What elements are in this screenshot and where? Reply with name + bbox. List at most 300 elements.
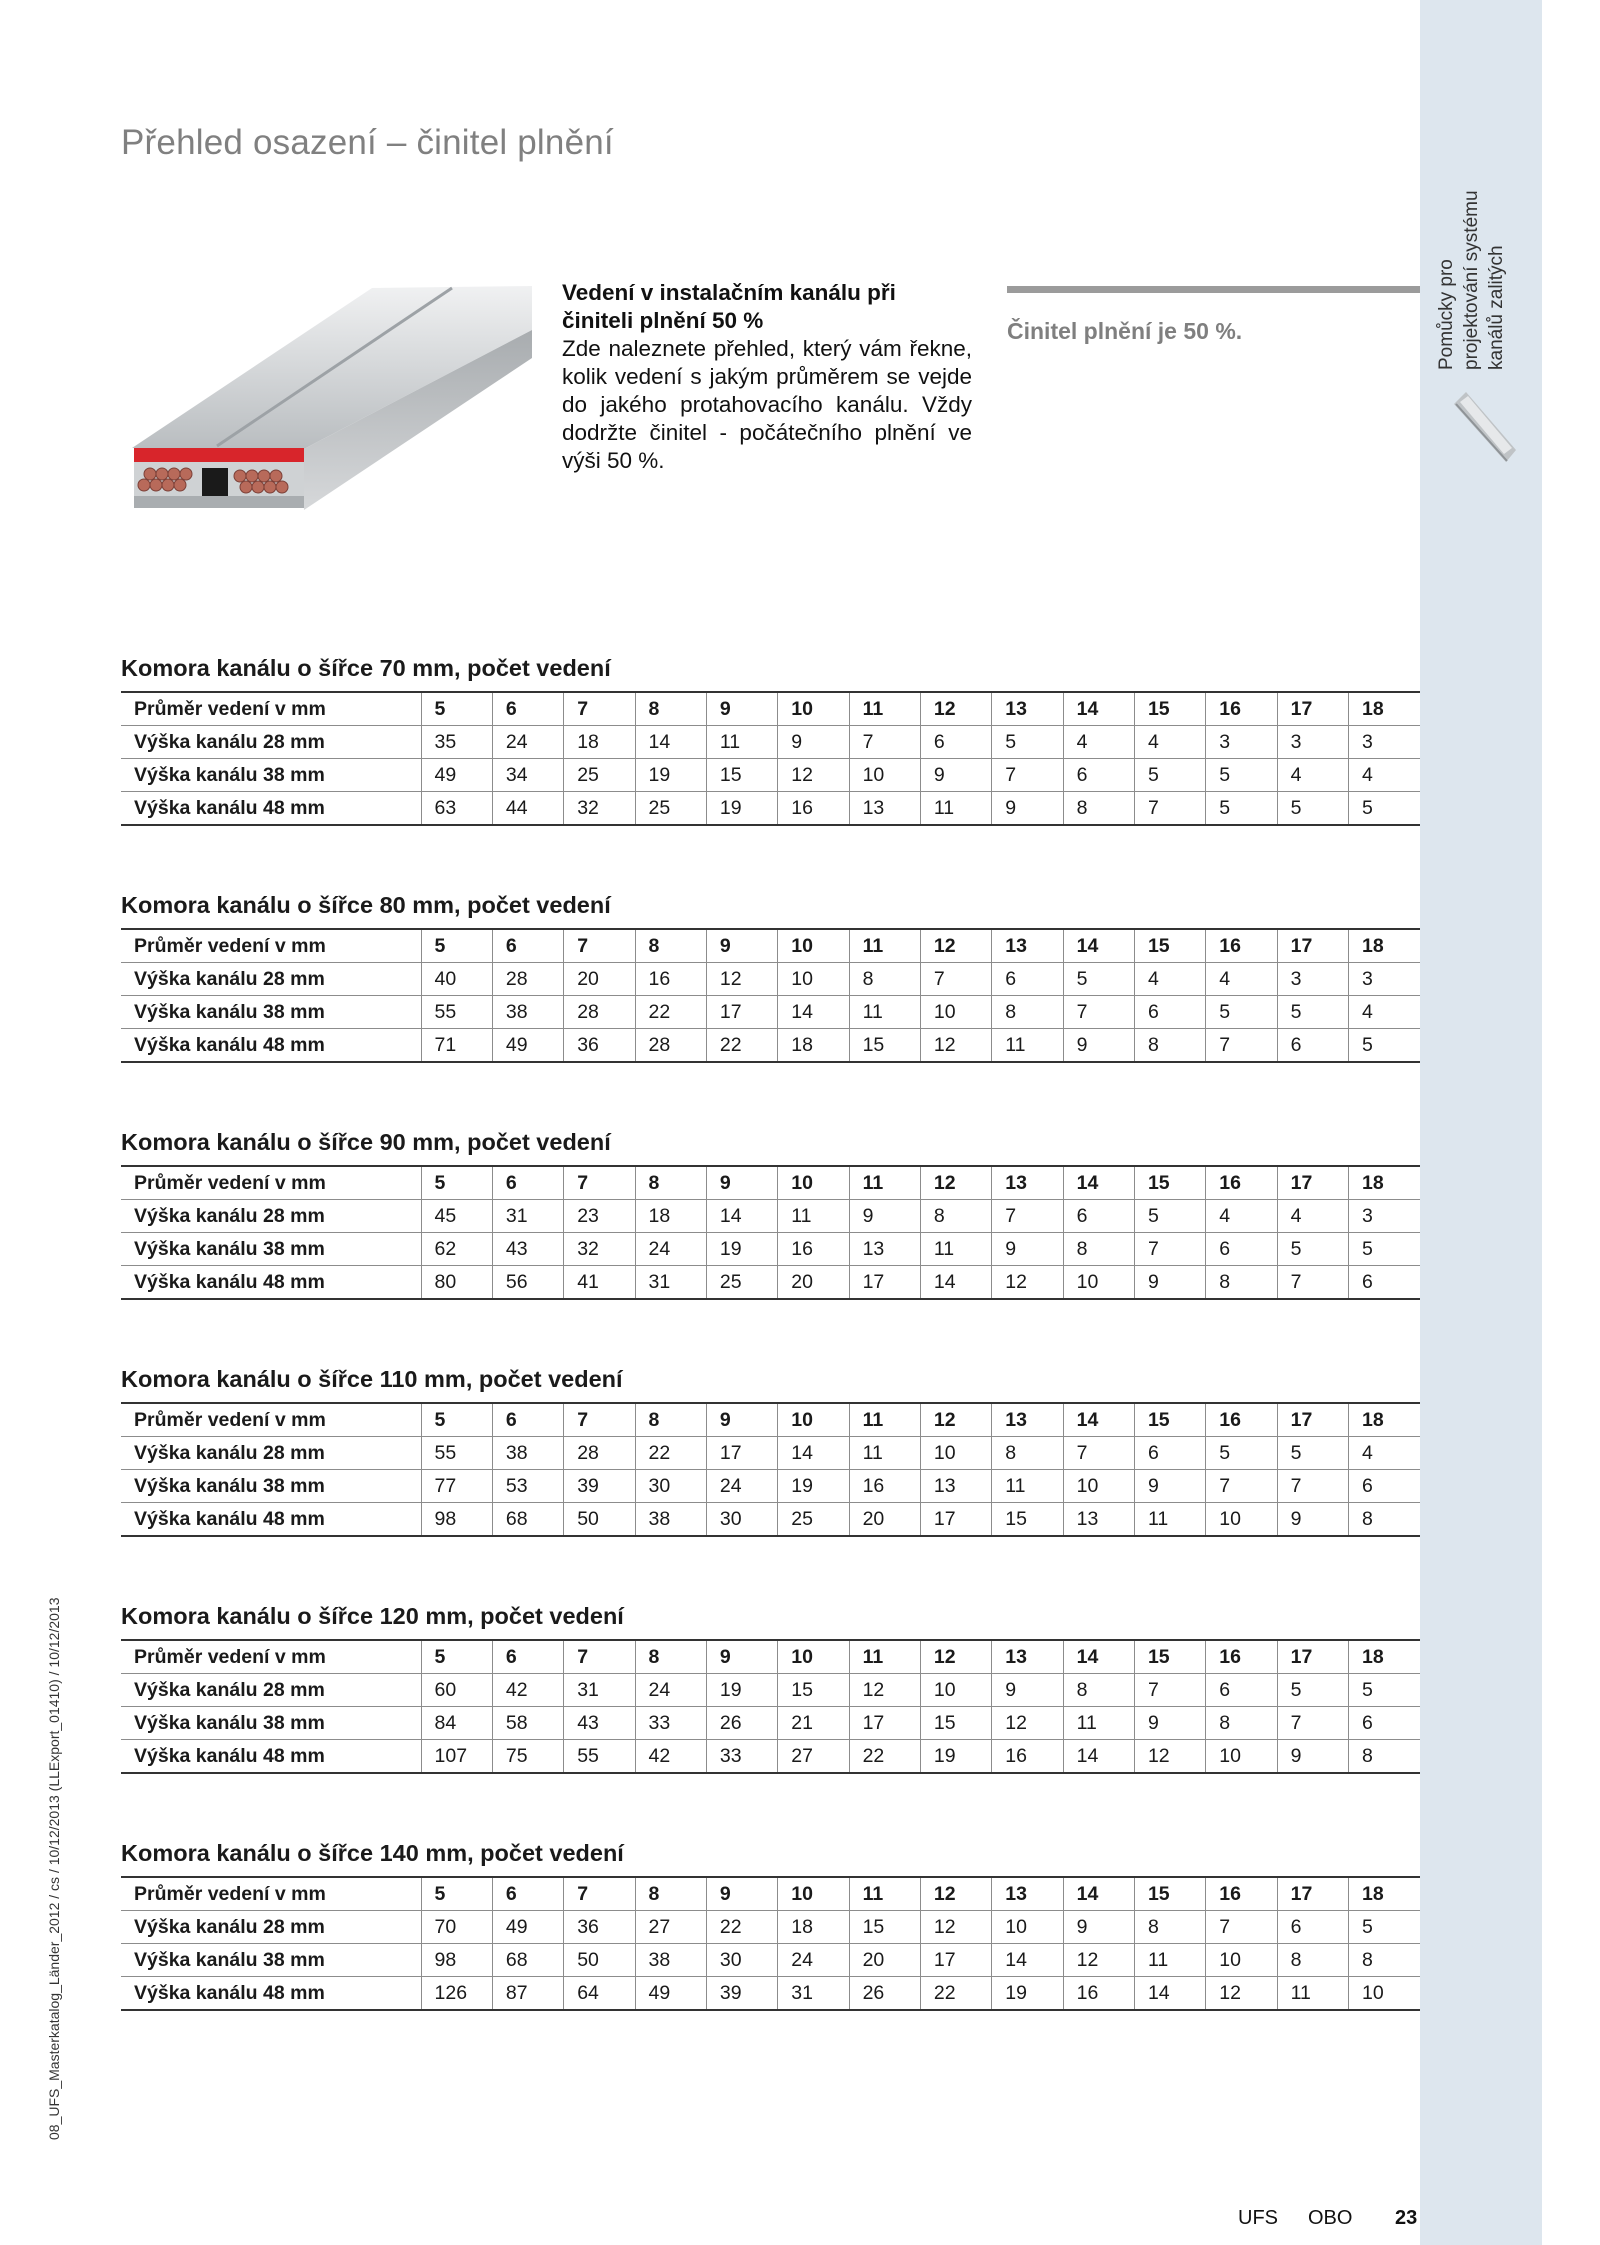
count-cell: 71 bbox=[421, 1029, 492, 1063]
count-cell: 22 bbox=[849, 1740, 920, 1774]
count-cell: 9 bbox=[992, 1674, 1063, 1707]
count-cell: 25 bbox=[564, 759, 635, 792]
diameter-header-cell: 6 bbox=[492, 1877, 563, 1911]
count-cell: 32 bbox=[564, 1233, 635, 1266]
diameter-header-cell: 6 bbox=[492, 692, 563, 726]
header-label-cell: Průměr vedení v mm bbox=[121, 929, 421, 963]
count-cell: 98 bbox=[421, 1503, 492, 1537]
sidebar-line: projektování systému bbox=[1461, 190, 1482, 370]
count-cell: 12 bbox=[920, 1029, 991, 1063]
count-cell: 5 bbox=[992, 726, 1063, 759]
count-cell: 8 bbox=[1063, 1674, 1134, 1707]
count-cell: 8 bbox=[920, 1200, 991, 1233]
row-label-cell: Výška kanálu 38 mm bbox=[121, 1470, 421, 1503]
diameter-header-cell: 15 bbox=[1134, 1877, 1205, 1911]
count-cell: 5 bbox=[1348, 792, 1420, 826]
diameter-header-cell: 14 bbox=[1063, 929, 1134, 963]
count-cell: 28 bbox=[635, 1029, 706, 1063]
diameter-header-cell: 8 bbox=[635, 1166, 706, 1200]
count-cell: 6 bbox=[1063, 1200, 1134, 1233]
sidebar-line: kanálů zalitých bbox=[1486, 245, 1507, 370]
table-row bbox=[121, 1707, 1420, 1740]
diameter-header-cell: 7 bbox=[564, 1166, 635, 1200]
count-cell: 19 bbox=[706, 1233, 777, 1266]
table-header-row bbox=[121, 929, 1420, 963]
count-cell: 8 bbox=[1134, 1029, 1205, 1063]
count-cell: 44 bbox=[492, 792, 563, 826]
conductor-count-table bbox=[121, 1165, 1420, 1300]
header-label-cell: Průměr vedení v mm bbox=[121, 1640, 421, 1674]
footer-brand-obo: OBO bbox=[1308, 2207, 1353, 2229]
diameter-header-cell: 12 bbox=[920, 1877, 991, 1911]
count-cell: 13 bbox=[1063, 1503, 1134, 1537]
count-cell: 14 bbox=[778, 996, 849, 1029]
diameter-header-cell: 17 bbox=[1277, 929, 1348, 963]
diameter-header-cell: 13 bbox=[992, 1877, 1063, 1911]
count-cell: 56 bbox=[492, 1266, 563, 1300]
count-cell: 6 bbox=[992, 963, 1063, 996]
diameter-header-cell: 5 bbox=[421, 1877, 492, 1911]
count-cell: 68 bbox=[492, 1503, 563, 1537]
table-row bbox=[121, 1029, 1420, 1063]
count-cell: 8 bbox=[1348, 1503, 1420, 1537]
diameter-header-cell: 10 bbox=[778, 692, 849, 726]
diameter-header-cell: 7 bbox=[564, 692, 635, 726]
page-number: 23 bbox=[1395, 2207, 1418, 2229]
count-cell: 33 bbox=[635, 1707, 706, 1740]
count-cell: 11 bbox=[1277, 1977, 1348, 2011]
count-cell: 45 bbox=[421, 1200, 492, 1233]
count-cell: 5 bbox=[1277, 1674, 1348, 1707]
count-cell: 19 bbox=[635, 759, 706, 792]
count-cell: 11 bbox=[992, 1029, 1063, 1063]
count-cell: 4 bbox=[1277, 759, 1348, 792]
count-cell: 38 bbox=[492, 1437, 563, 1470]
count-cell: 9 bbox=[1277, 1740, 1348, 1774]
diameter-header-cell: 17 bbox=[1277, 1877, 1348, 1911]
diameter-header-cell: 14 bbox=[1063, 1166, 1134, 1200]
count-cell: 4 bbox=[1134, 963, 1205, 996]
count-cell: 22 bbox=[706, 1029, 777, 1063]
diameter-header-cell: 18 bbox=[1348, 1403, 1420, 1437]
diameter-header-cell: 7 bbox=[564, 1640, 635, 1674]
diameter-header-cell: 8 bbox=[635, 1640, 706, 1674]
count-cell: 26 bbox=[849, 1977, 920, 2011]
count-cell: 16 bbox=[849, 1470, 920, 1503]
count-cell: 12 bbox=[992, 1707, 1063, 1740]
count-cell: 5 bbox=[1348, 1911, 1420, 1944]
count-cell: 49 bbox=[421, 759, 492, 792]
count-cell: 14 bbox=[992, 1944, 1063, 1977]
count-cell: 3 bbox=[1277, 963, 1348, 996]
diameter-header-cell: 16 bbox=[1206, 1640, 1277, 1674]
diameter-header-cell: 9 bbox=[706, 1640, 777, 1674]
count-cell: 24 bbox=[778, 1944, 849, 1977]
count-cell: 4 bbox=[1348, 1437, 1420, 1470]
diameter-header-cell: 18 bbox=[1348, 692, 1420, 726]
count-cell: 26 bbox=[706, 1707, 777, 1740]
diameter-header-cell: 7 bbox=[564, 1877, 635, 1911]
diameter-header-cell: 9 bbox=[706, 1166, 777, 1200]
count-cell: 18 bbox=[564, 726, 635, 759]
count-cell: 30 bbox=[706, 1503, 777, 1537]
count-cell: 14 bbox=[778, 1437, 849, 1470]
count-cell: 10 bbox=[1206, 1503, 1277, 1537]
count-cell: 14 bbox=[1063, 1740, 1134, 1774]
count-cell: 10 bbox=[920, 996, 991, 1029]
table-row bbox=[121, 1911, 1420, 1944]
count-cell: 25 bbox=[778, 1503, 849, 1537]
count-cell: 53 bbox=[492, 1470, 563, 1503]
sidebar-line: Pomůcky pro bbox=[1436, 259, 1457, 370]
count-cell: 10 bbox=[1063, 1470, 1134, 1503]
conductor-count-table bbox=[121, 1402, 1420, 1537]
table-row bbox=[121, 963, 1420, 996]
count-cell: 17 bbox=[849, 1707, 920, 1740]
count-cell: 20 bbox=[849, 1503, 920, 1537]
table-title: Komora kanálu o šířce 120 mm, počet vedení bbox=[121, 1603, 624, 1629]
count-cell: 11 bbox=[920, 792, 991, 826]
count-cell: 3 bbox=[1348, 726, 1420, 759]
diameter-header-cell: 14 bbox=[1063, 1640, 1134, 1674]
header-label-cell: Průměr vedení v mm bbox=[121, 1877, 421, 1911]
count-cell: 5 bbox=[1277, 1233, 1348, 1266]
count-cell: 49 bbox=[492, 1029, 563, 1063]
count-cell: 6 bbox=[1348, 1707, 1420, 1740]
count-cell: 15 bbox=[849, 1029, 920, 1063]
row-label-cell: Výška kanálu 38 mm bbox=[121, 1944, 421, 1977]
count-cell: 31 bbox=[635, 1266, 706, 1300]
diameter-header-cell: 6 bbox=[492, 929, 563, 963]
diameter-header-cell: 17 bbox=[1277, 1166, 1348, 1200]
count-cell: 5 bbox=[1206, 996, 1277, 1029]
diameter-header-cell: 16 bbox=[1206, 692, 1277, 726]
row-label-cell: Výška kanálu 38 mm bbox=[121, 759, 421, 792]
count-cell: 28 bbox=[564, 1437, 635, 1470]
count-cell: 5 bbox=[1348, 1233, 1420, 1266]
table-header-row bbox=[121, 692, 1420, 726]
table-row bbox=[121, 996, 1420, 1029]
count-cell: 58 bbox=[492, 1707, 563, 1740]
diameter-header-cell: 8 bbox=[635, 692, 706, 726]
count-cell: 12 bbox=[1206, 1977, 1277, 2011]
count-cell: 38 bbox=[492, 996, 563, 1029]
count-cell: 9 bbox=[1277, 1503, 1348, 1537]
count-cell: 22 bbox=[635, 996, 706, 1029]
count-cell: 55 bbox=[421, 1437, 492, 1470]
count-cell: 7 bbox=[1277, 1470, 1348, 1503]
diameter-header-cell: 16 bbox=[1206, 929, 1277, 963]
count-cell: 15 bbox=[778, 1674, 849, 1707]
count-cell: 80 bbox=[421, 1266, 492, 1300]
table-header-row bbox=[121, 1877, 1420, 1911]
count-cell: 10 bbox=[1206, 1944, 1277, 1977]
diameter-header-cell: 16 bbox=[1206, 1403, 1277, 1437]
diameter-header-cell: 5 bbox=[421, 1640, 492, 1674]
count-cell: 43 bbox=[492, 1233, 563, 1266]
diameter-header-cell: 8 bbox=[635, 1403, 706, 1437]
count-cell: 8 bbox=[1277, 1944, 1348, 1977]
count-cell: 7 bbox=[1063, 1437, 1134, 1470]
diameter-header-cell: 15 bbox=[1134, 1403, 1205, 1437]
count-cell: 41 bbox=[564, 1266, 635, 1300]
count-cell: 8 bbox=[1206, 1266, 1277, 1300]
count-cell: 7 bbox=[920, 963, 991, 996]
count-cell: 50 bbox=[564, 1503, 635, 1537]
table-row bbox=[121, 1470, 1420, 1503]
count-cell: 36 bbox=[564, 1029, 635, 1063]
count-cell: 14 bbox=[920, 1266, 991, 1300]
table-section bbox=[121, 1602, 1421, 1774]
table-header-row bbox=[121, 1640, 1420, 1674]
count-cell: 6 bbox=[1277, 1911, 1348, 1944]
count-cell: 3 bbox=[1348, 963, 1420, 996]
count-cell: 13 bbox=[920, 1470, 991, 1503]
count-cell: 23 bbox=[564, 1200, 635, 1233]
conductor-count-table bbox=[121, 691, 1420, 826]
count-cell: 68 bbox=[492, 1944, 563, 1977]
count-cell: 24 bbox=[706, 1470, 777, 1503]
count-cell: 5 bbox=[1277, 996, 1348, 1029]
count-cell: 10 bbox=[778, 963, 849, 996]
count-cell: 30 bbox=[635, 1470, 706, 1503]
count-cell: 42 bbox=[635, 1740, 706, 1774]
count-cell: 20 bbox=[564, 963, 635, 996]
count-cell: 22 bbox=[920, 1977, 991, 2011]
row-label-cell: Výška kanálu 48 mm bbox=[121, 1266, 421, 1300]
diameter-header-cell: 18 bbox=[1348, 1166, 1420, 1200]
count-cell: 6 bbox=[1134, 1437, 1205, 1470]
count-cell: 6 bbox=[1206, 1674, 1277, 1707]
count-cell: 10 bbox=[1206, 1740, 1277, 1774]
count-cell: 12 bbox=[1134, 1740, 1205, 1774]
diameter-header-cell: 5 bbox=[421, 692, 492, 726]
count-cell: 18 bbox=[778, 1911, 849, 1944]
diameter-header-cell: 12 bbox=[920, 929, 991, 963]
count-cell: 10 bbox=[849, 759, 920, 792]
diameter-header-cell: 15 bbox=[1134, 1640, 1205, 1674]
diameter-header-cell: 7 bbox=[564, 929, 635, 963]
count-cell: 21 bbox=[778, 1707, 849, 1740]
table-section bbox=[121, 1839, 1421, 2011]
count-cell: 39 bbox=[706, 1977, 777, 2011]
count-cell: 11 bbox=[778, 1200, 849, 1233]
row-label-cell: Výška kanálu 28 mm bbox=[121, 1200, 421, 1233]
diameter-header-cell: 18 bbox=[1348, 1640, 1420, 1674]
count-cell: 19 bbox=[992, 1977, 1063, 2011]
count-cell: 19 bbox=[920, 1740, 991, 1774]
count-cell: 28 bbox=[492, 963, 563, 996]
count-cell: 8 bbox=[992, 1437, 1063, 1470]
diameter-header-cell: 6 bbox=[492, 1166, 563, 1200]
row-label-cell: Výška kanálu 28 mm bbox=[121, 726, 421, 759]
count-cell: 107 bbox=[421, 1740, 492, 1774]
diameter-header-cell: 5 bbox=[421, 1166, 492, 1200]
conductor-count-table bbox=[121, 928, 1420, 1063]
row-label-cell: Výška kanálu 28 mm bbox=[121, 963, 421, 996]
count-cell: 9 bbox=[992, 1233, 1063, 1266]
table-row bbox=[121, 1266, 1420, 1300]
count-cell: 8 bbox=[849, 963, 920, 996]
count-cell: 49 bbox=[635, 1977, 706, 2011]
row-label-cell: Výška kanálu 38 mm bbox=[121, 1707, 421, 1740]
count-cell: 6 bbox=[920, 726, 991, 759]
table-row bbox=[121, 726, 1420, 759]
count-cell: 16 bbox=[992, 1740, 1063, 1774]
diameter-header-cell: 11 bbox=[849, 1877, 920, 1911]
diameter-header-cell: 11 bbox=[849, 929, 920, 963]
count-cell: 5 bbox=[1063, 963, 1134, 996]
count-cell: 17 bbox=[706, 996, 777, 1029]
count-cell: 9 bbox=[849, 1200, 920, 1233]
count-cell: 28 bbox=[564, 996, 635, 1029]
count-cell: 49 bbox=[492, 1911, 563, 1944]
installation-channel-image bbox=[122, 278, 532, 514]
count-cell: 27 bbox=[635, 1911, 706, 1944]
count-cell: 5 bbox=[1206, 1437, 1277, 1470]
count-cell: 4 bbox=[1348, 759, 1420, 792]
count-cell: 55 bbox=[421, 996, 492, 1029]
count-cell: 4 bbox=[1277, 1200, 1348, 1233]
row-label-cell: Výška kanálu 28 mm bbox=[121, 1674, 421, 1707]
row-label-cell: Výška kanálu 28 mm bbox=[121, 1911, 421, 1944]
count-cell: 25 bbox=[635, 792, 706, 826]
count-cell: 11 bbox=[1134, 1944, 1205, 1977]
intro-text bbox=[562, 279, 972, 475]
count-cell: 60 bbox=[421, 1674, 492, 1707]
table-row bbox=[121, 1977, 1420, 2011]
count-cell: 4 bbox=[1063, 726, 1134, 759]
count-cell: 35 bbox=[421, 726, 492, 759]
table-title: Komora kanálu o šířce 140 mm, počet vedení bbox=[121, 1840, 624, 1866]
count-cell: 9 bbox=[920, 759, 991, 792]
count-cell: 12 bbox=[920, 1911, 991, 1944]
count-cell: 20 bbox=[778, 1266, 849, 1300]
count-cell: 14 bbox=[706, 1200, 777, 1233]
count-cell: 55 bbox=[564, 1740, 635, 1774]
count-cell: 13 bbox=[849, 792, 920, 826]
diameter-header-cell: 8 bbox=[635, 929, 706, 963]
count-cell: 15 bbox=[992, 1503, 1063, 1537]
diameter-header-cell: 11 bbox=[849, 692, 920, 726]
diameter-header-cell: 18 bbox=[1348, 1877, 1420, 1911]
count-cell: 9 bbox=[1063, 1911, 1134, 1944]
count-cell: 17 bbox=[920, 1503, 991, 1537]
diameter-header-cell: 13 bbox=[992, 1640, 1063, 1674]
diameter-header-cell: 16 bbox=[1206, 1877, 1277, 1911]
count-cell: 38 bbox=[635, 1503, 706, 1537]
count-cell: 7 bbox=[1134, 792, 1205, 826]
count-cell: 22 bbox=[635, 1437, 706, 1470]
count-cell: 7 bbox=[1063, 996, 1134, 1029]
count-cell: 19 bbox=[706, 1674, 777, 1707]
table-row bbox=[121, 1233, 1420, 1266]
count-cell: 7 bbox=[1206, 1470, 1277, 1503]
count-cell: 63 bbox=[421, 792, 492, 826]
table-title: Komora kanálu o šířce 70 mm, počet vedení bbox=[121, 655, 611, 681]
count-cell: 7 bbox=[1206, 1911, 1277, 1944]
row-label-cell: Výška kanálu 48 mm bbox=[121, 1503, 421, 1537]
table-title: Komora kanálu o šířce 80 mm, počet vedení bbox=[121, 892, 611, 918]
count-cell: 11 bbox=[1063, 1707, 1134, 1740]
diameter-header-cell: 9 bbox=[706, 692, 777, 726]
diameter-header-cell: 17 bbox=[1277, 1403, 1348, 1437]
count-cell: 3 bbox=[1348, 1200, 1420, 1233]
table-row bbox=[121, 759, 1420, 792]
count-cell: 8 bbox=[1063, 792, 1134, 826]
count-cell: 24 bbox=[492, 726, 563, 759]
table-row bbox=[121, 1674, 1420, 1707]
count-cell: 15 bbox=[849, 1911, 920, 1944]
count-cell: 31 bbox=[564, 1674, 635, 1707]
table-row bbox=[121, 1944, 1420, 1977]
count-cell: 11 bbox=[1134, 1503, 1205, 1537]
channel-thumbnail-image bbox=[1454, 392, 1516, 462]
count-cell: 98 bbox=[421, 1944, 492, 1977]
count-cell: 16 bbox=[778, 1233, 849, 1266]
intro-lead: Vedení v instalačním kanálu při činiteli plnění 50 % bbox=[562, 280, 896, 333]
table-row bbox=[121, 1740, 1420, 1774]
count-cell: 11 bbox=[992, 1470, 1063, 1503]
count-cell: 7 bbox=[1206, 1029, 1277, 1063]
diameter-header-cell: 14 bbox=[1063, 1403, 1134, 1437]
diameter-header-cell: 9 bbox=[706, 929, 777, 963]
diameter-header-cell: 12 bbox=[920, 1640, 991, 1674]
count-cell: 43 bbox=[564, 1707, 635, 1740]
count-cell: 5 bbox=[1134, 759, 1205, 792]
diameter-header-cell: 15 bbox=[1134, 692, 1205, 726]
document-reference-note: 08_UFS_Masterkatalog_Länder_2012 / cs / 10/12/2013 (LLExport_01410) / 10/12/2013 bbox=[46, 1597, 62, 2140]
count-cell: 14 bbox=[635, 726, 706, 759]
count-cell: 18 bbox=[635, 1200, 706, 1233]
count-cell: 16 bbox=[778, 792, 849, 826]
count-cell: 12 bbox=[992, 1266, 1063, 1300]
count-cell: 6 bbox=[1206, 1233, 1277, 1266]
diameter-header-cell: 13 bbox=[992, 1403, 1063, 1437]
count-cell: 24 bbox=[635, 1674, 706, 1707]
table-title: Komora kanálu o šířce 110 mm, počet vedení bbox=[121, 1366, 623, 1392]
count-cell: 8 bbox=[1206, 1707, 1277, 1740]
count-cell: 33 bbox=[706, 1740, 777, 1774]
count-cell: 3 bbox=[1206, 726, 1277, 759]
count-cell: 16 bbox=[635, 963, 706, 996]
count-cell: 15 bbox=[706, 759, 777, 792]
count-cell: 87 bbox=[492, 1977, 563, 2011]
diameter-header-cell: 11 bbox=[849, 1403, 920, 1437]
count-cell: 6 bbox=[1277, 1029, 1348, 1063]
diameter-header-cell: 10 bbox=[778, 1640, 849, 1674]
count-cell: 27 bbox=[778, 1740, 849, 1774]
count-cell: 5 bbox=[1206, 759, 1277, 792]
diameter-header-cell: 13 bbox=[992, 1166, 1063, 1200]
table-title: Komora kanálu o šířce 90 mm, počet vedení bbox=[121, 1129, 611, 1155]
count-cell: 20 bbox=[849, 1944, 920, 1977]
sidebar-section-label bbox=[1434, 120, 1509, 370]
count-cell: 8 bbox=[1348, 1740, 1420, 1774]
diameter-header-cell: 10 bbox=[778, 1403, 849, 1437]
table-row bbox=[121, 1503, 1420, 1537]
count-cell: 5 bbox=[1277, 1437, 1348, 1470]
diameter-header-cell: 18 bbox=[1348, 929, 1420, 963]
count-cell: 30 bbox=[706, 1944, 777, 1977]
diameter-header-cell: 15 bbox=[1134, 1166, 1205, 1200]
count-cell: 5 bbox=[1348, 1674, 1420, 1707]
diameter-header-cell: 14 bbox=[1063, 692, 1134, 726]
count-cell: 39 bbox=[564, 1470, 635, 1503]
count-cell: 70 bbox=[421, 1911, 492, 1944]
count-cell: 18 bbox=[778, 1029, 849, 1063]
diameter-header-cell: 10 bbox=[778, 1877, 849, 1911]
